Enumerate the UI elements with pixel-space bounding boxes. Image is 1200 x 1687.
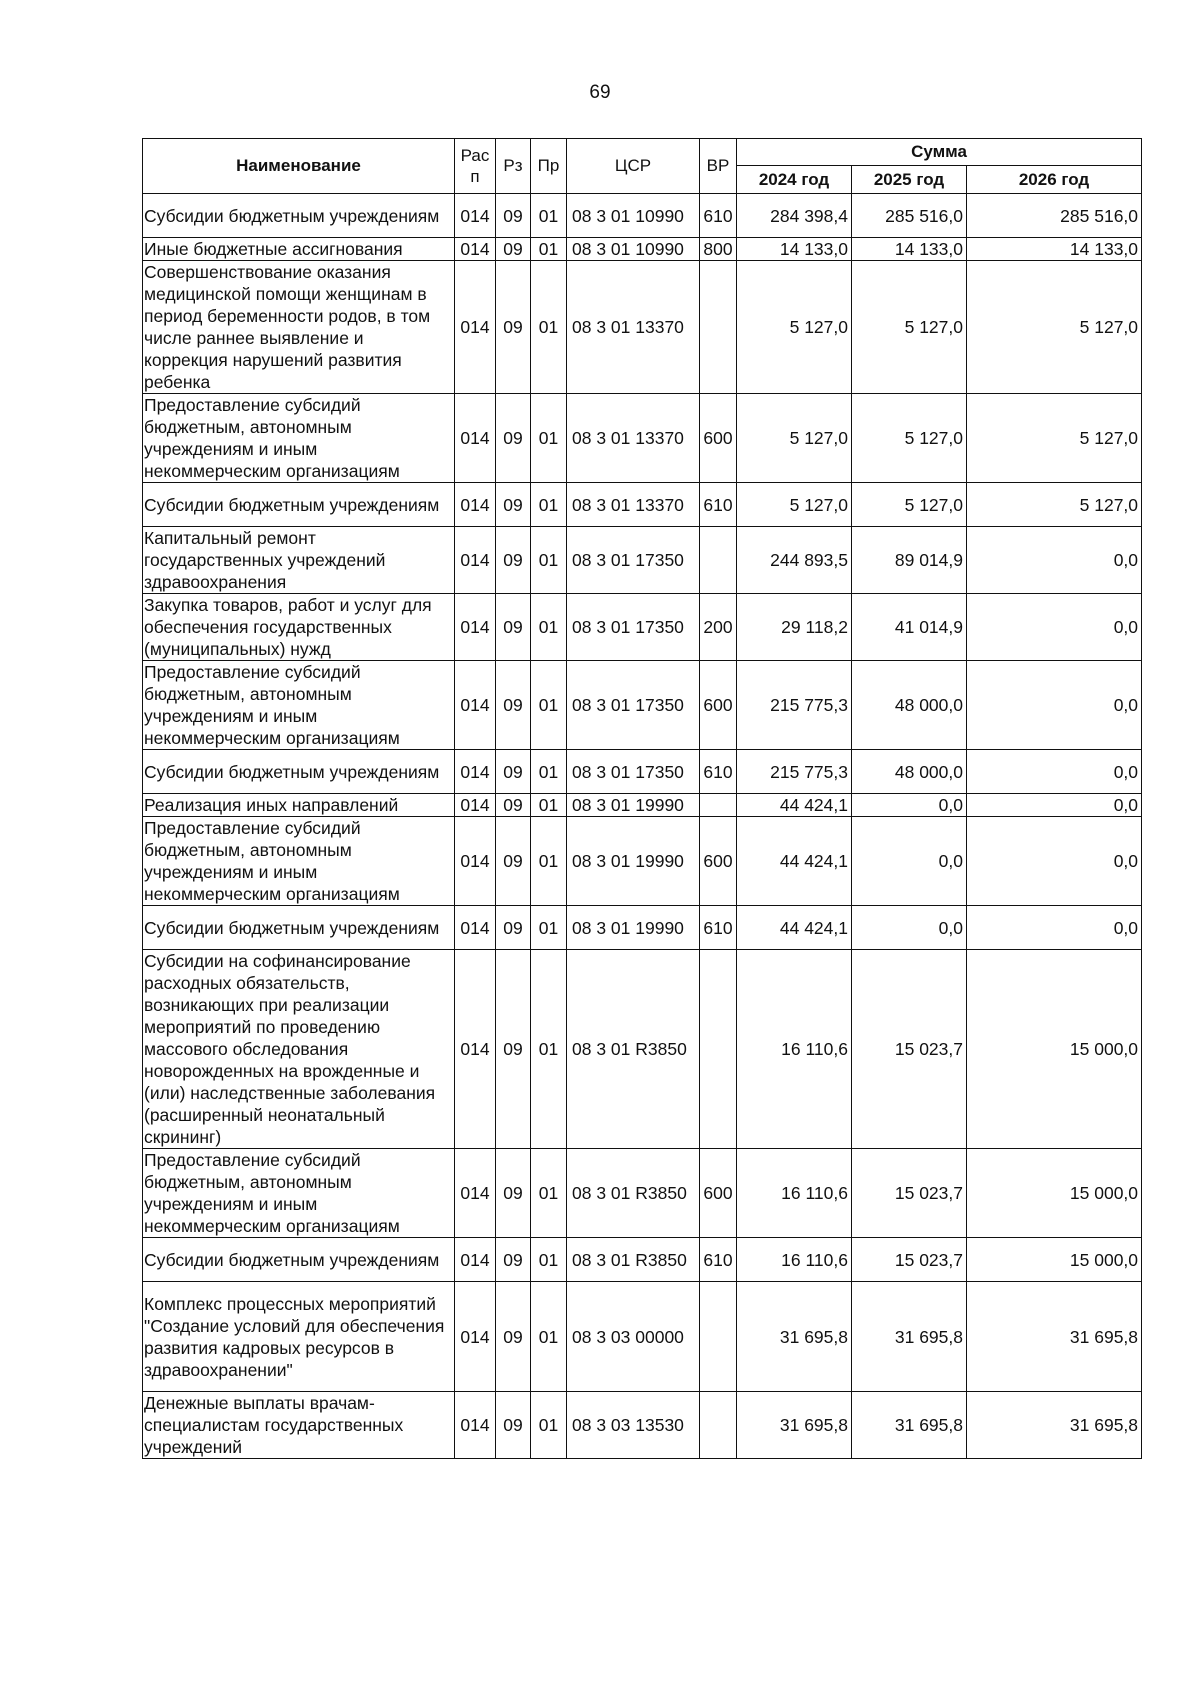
row-value-2026: 0,0 (967, 794, 1142, 817)
row-value-2026: 15 000,0 (967, 1238, 1142, 1282)
row-name: Реализация иных направлений (143, 794, 455, 817)
row-rz: 09 (496, 527, 531, 594)
row-value-2025: 0,0 (852, 794, 967, 817)
row-vr: 200 (700, 594, 737, 661)
row-rasp: 014 (455, 1149, 496, 1238)
row-value-2025: 5 127,0 (852, 483, 967, 527)
table-row (143, 750, 1142, 794)
row-vr: 600 (700, 394, 737, 483)
header-year-2025: 2025 год (852, 166, 967, 194)
header-rasp-text: Рас п (460, 146, 490, 186)
row-pr: 01 (531, 483, 567, 527)
row-value-2026: 0,0 (967, 750, 1142, 794)
table-row (143, 238, 1142, 261)
table-row (143, 950, 1142, 1149)
header-vr: ВР (700, 139, 737, 194)
row-name: Закупка товаров, работ и услуг для обеспечения государственных (муниципальных) нужд (143, 594, 455, 661)
row-pr: 01 (531, 594, 567, 661)
row-name: Субсидии бюджетным учреждениям (143, 1238, 455, 1282)
row-value-2025: 5 127,0 (852, 261, 967, 394)
row-rz: 09 (496, 950, 531, 1149)
row-csr: 08 3 01 17350 (567, 750, 700, 794)
row-rasp: 014 (455, 527, 496, 594)
row-value-2025: 48 000,0 (852, 750, 967, 794)
row-pr: 01 (531, 1238, 567, 1282)
row-value-2024: 215 775,3 (737, 661, 852, 750)
row-value-2026: 0,0 (967, 817, 1142, 906)
row-rz: 09 (496, 483, 531, 527)
row-csr: 08 3 01 19990 (567, 794, 700, 817)
row-value-2026: 0,0 (967, 661, 1142, 750)
row-value-2024: 5 127,0 (737, 483, 852, 527)
row-vr: 610 (700, 1238, 737, 1282)
row-rasp: 014 (455, 394, 496, 483)
row-rz: 09 (496, 594, 531, 661)
row-value-2025: 5 127,0 (852, 394, 967, 483)
row-rz: 09 (496, 1149, 531, 1238)
row-pr: 01 (531, 950, 567, 1149)
table-body (143, 194, 1142, 1459)
row-csr: 08 3 01 13370 (567, 394, 700, 483)
row-rz: 09 (496, 1282, 531, 1392)
row-rz: 09 (496, 194, 531, 238)
row-rasp: 014 (455, 906, 496, 950)
row-vr: 600 (700, 1149, 737, 1238)
row-rasp: 014 (455, 817, 496, 906)
row-csr: 08 3 01 R3850 (567, 1149, 700, 1238)
table-row (143, 194, 1142, 238)
row-pr: 01 (531, 1282, 567, 1392)
table-row (143, 483, 1142, 527)
table-row (143, 794, 1142, 817)
row-value-2024: 16 110,6 (737, 1238, 852, 1282)
header-year-2026: 2026 год (967, 166, 1142, 194)
row-value-2024: 31 695,8 (737, 1392, 852, 1459)
row-pr: 01 (531, 1392, 567, 1459)
row-rasp: 014 (455, 261, 496, 394)
row-pr: 01 (531, 794, 567, 817)
row-csr: 08 3 01 17350 (567, 661, 700, 750)
row-rasp: 014 (455, 950, 496, 1149)
header-pr: Пр (531, 139, 567, 194)
budget-table (142, 138, 1142, 1459)
row-name: Предоставление субсидий бюджетным, автономным учреждениям и иным некоммерческим организациям (143, 394, 455, 483)
row-rasp: 014 (455, 794, 496, 817)
row-value-2026: 5 127,0 (967, 394, 1142, 483)
row-pr: 01 (531, 394, 567, 483)
row-rasp: 014 (455, 1282, 496, 1392)
row-rasp: 014 (455, 1238, 496, 1282)
row-value-2025: 31 695,8 (852, 1282, 967, 1392)
row-csr: 08 3 01 13370 (567, 483, 700, 527)
row-csr: 08 3 03 13530 (567, 1392, 700, 1459)
header-year-2024: 2024 год (737, 166, 852, 194)
row-value-2025: 0,0 (852, 906, 967, 950)
table-header (143, 139, 1142, 194)
row-pr: 01 (531, 1149, 567, 1238)
row-csr: 08 3 01 19990 (567, 906, 700, 950)
row-pr: 01 (531, 661, 567, 750)
row-csr: 08 3 01 10990 (567, 238, 700, 261)
row-value-2024: 44 424,1 (737, 906, 852, 950)
row-rasp: 014 (455, 483, 496, 527)
row-name: Субсидии бюджетным учреждениям (143, 483, 455, 527)
table-row (143, 1392, 1142, 1459)
row-value-2024: 244 893,5 (737, 527, 852, 594)
row-rz: 09 (496, 1238, 531, 1282)
row-rasp: 014 (455, 1392, 496, 1459)
row-rz: 09 (496, 794, 531, 817)
row-value-2025: 285 516,0 (852, 194, 967, 238)
row-rz: 09 (496, 261, 531, 394)
table-row (143, 661, 1142, 750)
table-row (143, 261, 1142, 394)
row-name: Комплекс процессных мероприятий "Создание условий для обеспечения развития кадровых ресурсов в здравоохранении" (143, 1282, 455, 1392)
row-rasp: 014 (455, 750, 496, 794)
row-rz: 09 (496, 238, 531, 261)
row-rz: 09 (496, 750, 531, 794)
row-rz: 09 (496, 394, 531, 483)
header-name: Наименование (143, 139, 455, 194)
row-value-2024: 29 118,2 (737, 594, 852, 661)
row-vr: 610 (700, 194, 737, 238)
row-vr: 610 (700, 483, 737, 527)
row-value-2025: 41 014,9 (852, 594, 967, 661)
header-rz: Рз (496, 139, 531, 194)
row-name: Субсидии бюджетным учреждениям (143, 194, 455, 238)
row-value-2024: 44 424,1 (737, 794, 852, 817)
row-csr: 08 3 01 13370 (567, 261, 700, 394)
row-vr (700, 1282, 737, 1392)
row-value-2026: 31 695,8 (967, 1282, 1142, 1392)
row-rz: 09 (496, 661, 531, 750)
row-pr: 01 (531, 817, 567, 906)
row-vr: 600 (700, 661, 737, 750)
header-sum: Сумма (737, 139, 1142, 166)
row-value-2024: 16 110,6 (737, 950, 852, 1149)
row-pr: 01 (531, 750, 567, 794)
table-row (143, 594, 1142, 661)
row-value-2026: 0,0 (967, 906, 1142, 950)
row-rz: 09 (496, 906, 531, 950)
row-vr: 800 (700, 238, 737, 261)
row-rz: 09 (496, 1392, 531, 1459)
table-row (143, 527, 1142, 594)
row-csr: 08 3 01 10990 (567, 194, 700, 238)
row-vr (700, 527, 737, 594)
row-csr: 08 3 01 R3850 (567, 1238, 700, 1282)
row-pr: 01 (531, 527, 567, 594)
row-value-2025: 0,0 (852, 817, 967, 906)
row-rz: 09 (496, 817, 531, 906)
row-name: Субсидии бюджетным учреждениям (143, 750, 455, 794)
row-value-2024: 5 127,0 (737, 394, 852, 483)
row-value-2024: 31 695,8 (737, 1282, 852, 1392)
row-value-2025: 14 133,0 (852, 238, 967, 261)
row-name: Субсидии на софинансирование расходных обязательств, возникающих при реализации мероприятий по проведению массового обследования новорожденных на врожденные и (или) наследственные заболевания (расширенный неонатальный скрининг) (143, 950, 455, 1149)
row-vr: 610 (700, 906, 737, 950)
row-value-2025: 48 000,0 (852, 661, 967, 750)
header-csr: ЦСР (567, 139, 700, 194)
row-pr: 01 (531, 194, 567, 238)
row-name: Предоставление субсидий бюджетным, автономным учреждениям и иным некоммерческим организациям (143, 1149, 455, 1238)
row-name: Совершенствование оказания медицинской помощи женщинам в период беременности родов, в том числе раннее выявление и коррекция нарушений развития ребенка (143, 261, 455, 394)
row-name: Денежные выплаты врачам-специалистам государственных учреждений (143, 1392, 455, 1459)
table-row (143, 1238, 1142, 1282)
row-vr (700, 950, 737, 1149)
row-vr (700, 1392, 737, 1459)
row-value-2026: 285 516,0 (967, 194, 1142, 238)
row-name: Предоставление субсидий бюджетным, автономным учреждениям и иным некоммерческим организациям (143, 661, 455, 750)
row-pr: 01 (531, 906, 567, 950)
table-row (143, 1282, 1142, 1392)
row-vr: 610 (700, 750, 737, 794)
row-name: Капитальный ремонт государственных учреждений здравоохранения (143, 527, 455, 594)
row-rasp: 014 (455, 661, 496, 750)
row-csr: 08 3 01 17350 (567, 527, 700, 594)
row-csr: 08 3 01 19990 (567, 817, 700, 906)
row-value-2024: 16 110,6 (737, 1149, 852, 1238)
row-value-2026: 0,0 (967, 594, 1142, 661)
row-vr (700, 261, 737, 394)
header-rasp (455, 139, 496, 194)
row-value-2025: 15 023,7 (852, 950, 967, 1149)
row-rasp: 014 (455, 194, 496, 238)
row-value-2026: 15 000,0 (967, 1149, 1142, 1238)
row-csr: 08 3 01 17350 (567, 594, 700, 661)
row-value-2026: 5 127,0 (967, 483, 1142, 527)
row-csr: 08 3 03 00000 (567, 1282, 700, 1392)
table-row (143, 394, 1142, 483)
page-number: 69 (589, 82, 611, 103)
table-row (143, 1149, 1142, 1238)
table-row (143, 906, 1142, 950)
table-row (143, 817, 1142, 906)
row-value-2024: 215 775,3 (737, 750, 852, 794)
row-value-2025: 15 023,7 (852, 1238, 967, 1282)
row-value-2024: 44 424,1 (737, 817, 852, 906)
row-value-2024: 5 127,0 (737, 261, 852, 394)
row-rasp: 014 (455, 594, 496, 661)
row-value-2026: 5 127,0 (967, 261, 1142, 394)
row-name: Предоставление субсидий бюджетным, автономным учреждениям и иным некоммерческим организациям (143, 817, 455, 906)
row-name: Субсидии бюджетным учреждениям (143, 906, 455, 950)
row-value-2026: 0,0 (967, 527, 1142, 594)
row-vr: 600 (700, 817, 737, 906)
row-value-2025: 89 014,9 (852, 527, 967, 594)
row-csr: 08 3 01 R3850 (567, 950, 700, 1149)
row-value-2026: 14 133,0 (967, 238, 1142, 261)
row-value-2025: 15 023,7 (852, 1149, 967, 1238)
row-value-2024: 14 133,0 (737, 238, 852, 261)
row-pr: 01 (531, 238, 567, 261)
row-rasp: 014 (455, 238, 496, 261)
row-pr: 01 (531, 261, 567, 394)
row-name: Иные бюджетные ассигнования (143, 238, 455, 261)
row-value-2026: 31 695,8 (967, 1392, 1142, 1459)
row-value-2025: 31 695,8 (852, 1392, 967, 1459)
row-value-2026: 15 000,0 (967, 950, 1142, 1149)
row-vr (700, 794, 737, 817)
row-value-2024: 284 398,4 (737, 194, 852, 238)
